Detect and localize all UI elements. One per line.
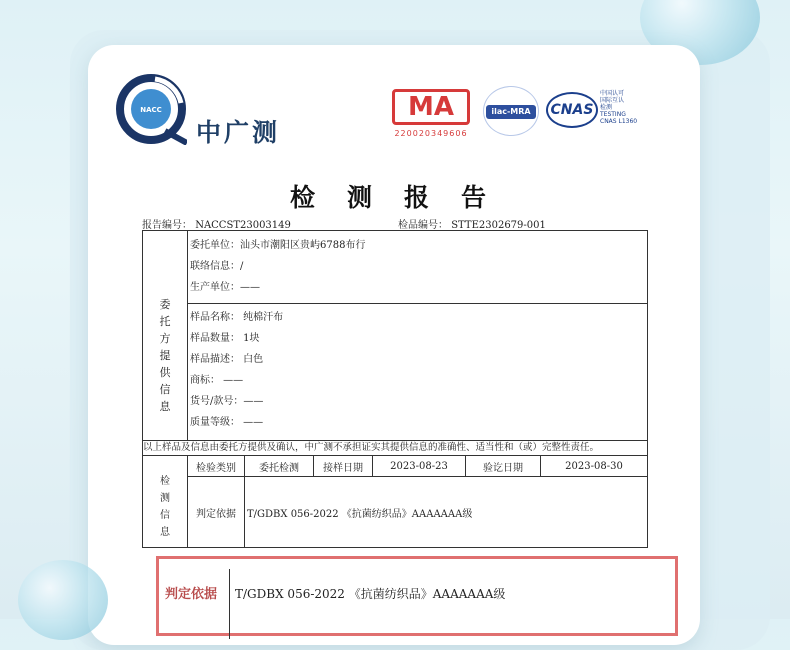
highlight-value: T/GDBX 056-2022 《抗菌纺织品》AAAAAAA级 (235, 587, 506, 601)
completed-date: 2023-08-30 (541, 456, 648, 477)
company-name: 中广测 (196, 118, 281, 147)
sample-line: 样品数量： 1块 (190, 333, 260, 344)
ilac-mra-icon (483, 86, 539, 136)
test-type-label: 检验类别 (188, 456, 245, 477)
sample-line: 商标： —— (190, 375, 244, 386)
client-section-label (143, 231, 188, 441)
nacc-logo-icon (115, 73, 187, 145)
highlight-label: 判定依据 (165, 587, 218, 602)
logo-badge-text: NACC (140, 106, 162, 114)
cnas-logo-text: CNAS (546, 92, 598, 128)
test-section-label (143, 456, 188, 548)
ilac-label: ilac-MRA (486, 105, 536, 119)
received-date-label: 接样日期 (314, 456, 373, 477)
cnas-mark (546, 86, 640, 138)
virus-decoration (18, 560, 108, 640)
report-number-label: 报告编号： (142, 220, 192, 231)
basis-label: 判定依据 (188, 477, 245, 548)
sample-line: 样品名称： 纯棉汗布 (190, 312, 284, 323)
cma-mark (392, 85, 470, 147)
report-number (142, 216, 291, 231)
client-line: 生产单位：—— (190, 282, 260, 293)
sample-line: 质量等级： —— (190, 417, 264, 428)
client-info-cell (188, 231, 648, 304)
client-line: 联络信息：/ (190, 261, 244, 272)
highlight-divider (229, 569, 230, 639)
cma-number: 220020349606 (394, 129, 468, 138)
completed-date-label: 验讫日期 (466, 456, 541, 477)
disclaimer: 以上样品及信息由委托方提供及确认，中广测不承担证实其提供信息的准确性、适当性和（或）完整性责任。 (143, 441, 648, 456)
report-title: 检测报告 (290, 183, 519, 212)
test-type-value: 委托检测 (245, 456, 314, 477)
basis-value: T/GDBX 056-2022 《抗菌纺织品》AAAAAAA级 (245, 477, 648, 548)
sample-line: 货号/款号：—— (190, 396, 264, 407)
sample-line: 样品描述： 白色 (190, 354, 264, 365)
sample-number-label: 检品编号： (398, 220, 448, 231)
client-line: 委托单位：汕头市潮阳区贵屿6788布行 (190, 240, 366, 251)
report-table (142, 230, 648, 548)
test-label-text: 检测信息 (160, 475, 170, 538)
highlight-box (156, 556, 678, 636)
client-label-text: 委托方提供信息 (159, 298, 171, 413)
cma-logo-text: MA (392, 89, 470, 125)
cnas-small-text: 中国认可 国际互认 检测 TESTING CNAS L1360 (600, 90, 638, 125)
sample-number-value: STTE2302679-001 (451, 220, 546, 231)
sample-info-cell (188, 304, 648, 441)
received-date: 2023-08-23 (373, 456, 466, 477)
report-number-value: NACCST23003149 (195, 220, 291, 231)
sample-number (398, 216, 546, 231)
